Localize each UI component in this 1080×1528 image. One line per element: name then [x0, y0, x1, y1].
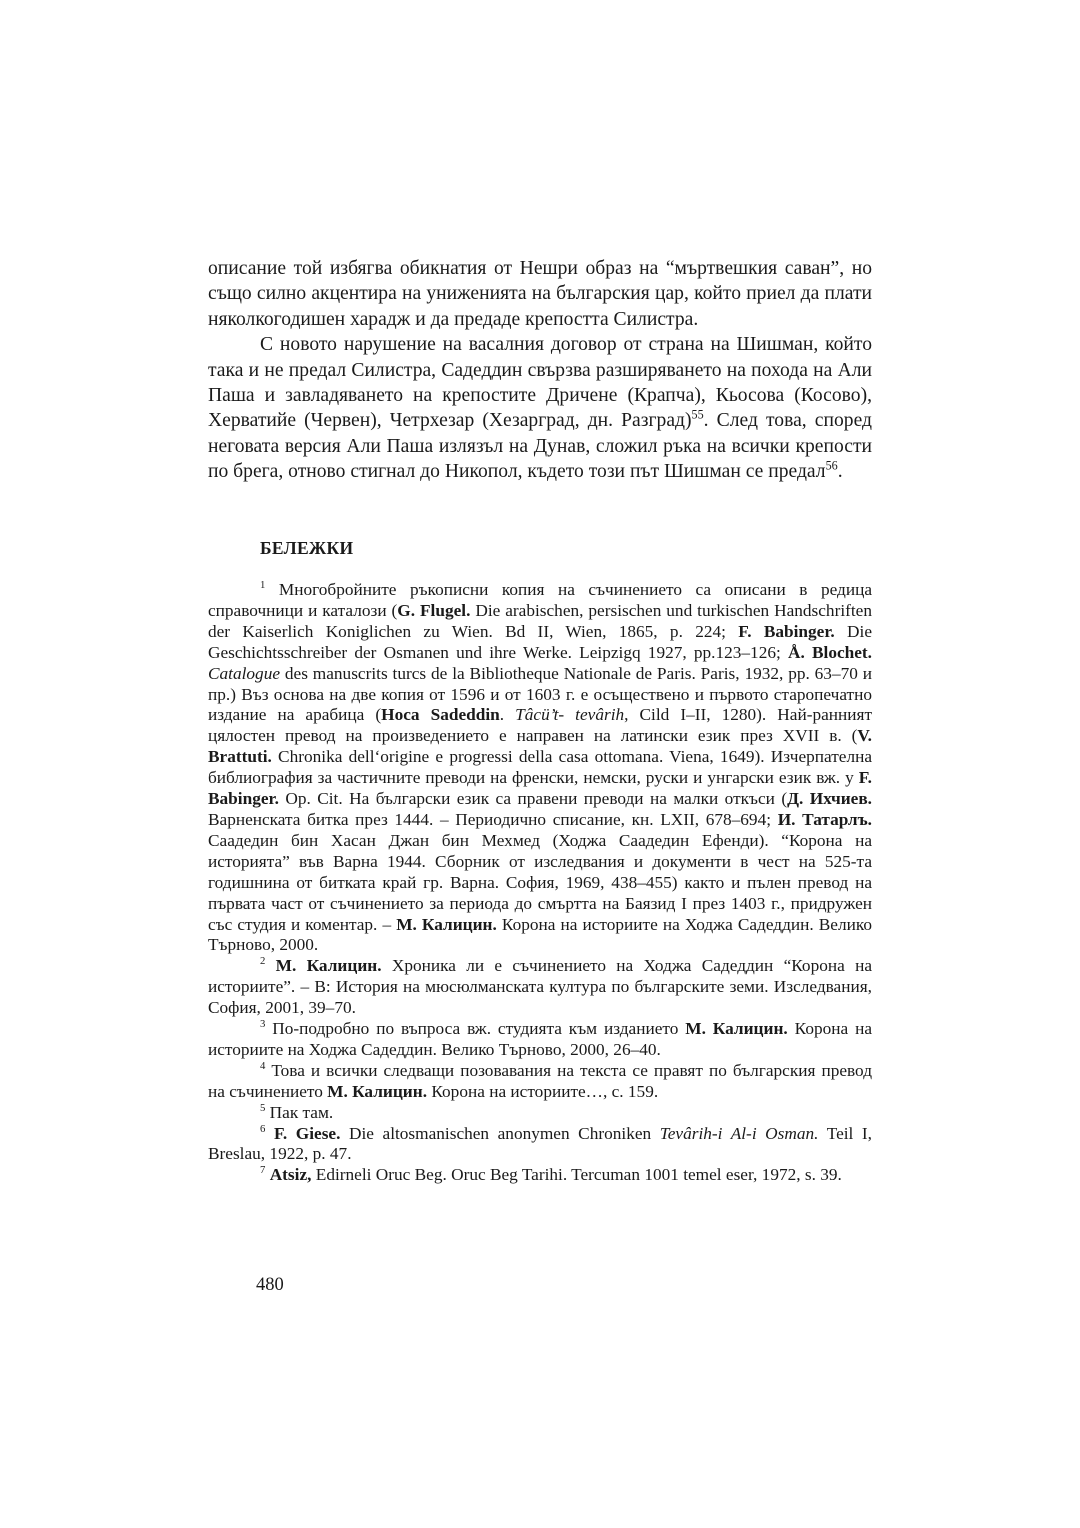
note-text: Варненската битка през 1444. – Периодично списание, кн. LXII, 678–694; — [208, 809, 778, 829]
note-text: По-подробно по въпроса вж. студията към изданието — [265, 1019, 686, 1039]
author-name: Atsiz, — [269, 1165, 312, 1185]
note-text: Саадедин бин Хасан Джан бин Мехмед (Ходжа Саадедин Ефенди). “Корона на историята” във Варна 1944. Сборник от изследвания и документи в чест на 525-та годишнина от битката край гр. Варна. София, 1969, 438–455) както и пълен превод на първата част от съчинението за периода до смъртта на Баязид I през 1403 г., придружен със студия и коментар. – — [208, 830, 872, 934]
note-text: Die arabischen, persischen und turkischen Handschriften der Kaiserlich Koniglichen zu Wien. Bd II, Wien, 1865, p. 224; — [208, 600, 872, 641]
author-name: V. Brattuti. — [208, 726, 872, 767]
paragraph-2-text: С новото нарушение на васалния договор от страна на Шишман, който така и не предал Силистра, Садеддин свързва разширяването на похода на Али Паша и завладяването на крепостите Дричене (Крапча), Кьосова (Косово), Херватийе (Червен), Четрхезар (Хезарград, дн. Разград) — [208, 334, 872, 432]
title-italic: Tâcü’t- tevârih — [515, 705, 625, 725]
note-text: Корона на историите на Ходжа Садеддин. Велико Търново, 2000, 26–40. — [208, 1019, 872, 1059]
author-name: F. Babinger. — [208, 768, 872, 809]
note-text: des manuscrits turcs de la Bibliotheque Nationale de Paris. Paris, 1932, pp. 63–70 и пр.) Въз основа на две копия от 1596 и от 1603 г. е осъществено и първото старопечатно издание на арабица ( — [208, 663, 872, 725]
author-name: F. Giese. — [273, 1123, 341, 1143]
note-text: Хроника ли е съчинението на Ходжа Садеддин “Корона на историите”. – В: История на мюсюлманската култура по българските земи. Изследвания, София, 2001, 39–70. — [208, 956, 873, 1018]
footnote-6 — [208, 1124, 872, 1166]
footnote-number: 7 — [260, 1164, 266, 1177]
footnote-number: 6 — [260, 1122, 266, 1135]
title-italic: Tevârih-i Al-i Osman. — [659, 1123, 819, 1143]
author-name: Д. Ихчиев. — [787, 789, 872, 809]
note-text: , Cild I–II, 1280). Най-ранният цялостен превод на произведението е направен на латински език през XVII в. ( — [208, 705, 873, 746]
footnote-ref-55[interactable]: 55 — [691, 407, 704, 422]
footnotes — [208, 580, 872, 1186]
paragraph-2 — [208, 332, 872, 484]
author-name: М. Калицин. — [685, 1019, 788, 1039]
note-text: Op. Cit. На български език са правени преводи на малки откъси ( — [278, 789, 788, 809]
note-text: Die Geschichtsschreiber der Osmanen und ihre Werke. Leipzigq 1927, pp.123–126; — [208, 621, 872, 662]
note-text: Корона на историите на Ходжа Садеддин. Велико Търново, 2000. — [208, 914, 872, 955]
footnote-number: 2 — [260, 955, 266, 968]
author-name: И. Татарлъ. — [777, 809, 873, 829]
author-name: М. Калицин. — [396, 914, 497, 934]
author-name: F. Babinger. — [738, 621, 835, 641]
note-text: Това и всички следващи позовавания на текста се правят по българския превод на съчинението — [208, 1060, 872, 1101]
footnote-number: 5 — [260, 1101, 266, 1114]
footnote-3 — [208, 1019, 872, 1061]
paragraph-2-text-b: . След това, според неговата версия Али Паша излязъл на Дунав, сложил ръка на всички крепости по брега, отново стигнал до Никопол, където този път Шишман се предал — [208, 410, 872, 483]
note-text: Edirneli Oruc Beg. Oruc Beg Tarihi. Tercuman 1001 temel eser, 1972, s. 39. — [311, 1165, 842, 1185]
footnote-number: 3 — [260, 1018, 266, 1031]
note-text: Die altosmanischen anonymen Chroniken — [340, 1123, 660, 1143]
footnote-5 — [208, 1103, 872, 1124]
footnote-1: $^1$ Многобройните ръкописни копия на съчинението са описани в редица справочници и каталози (G. Flugel. Die arabischen, persischen und turkischen Handschriften der Kaiserlich Koniglichen zu Wien. Bd II, Wien, 1865, p. 224; F. Babinger. Die Geschichtsschreiber der Osmanen und ihre Werke. Leipzigq 1927, pp.123–126; Å. Blochet. Catalogue des manuscrits turcs de la Bibliotheque Nationale de Paris. Paris, 1932, pp. 63–70 и пр.) Въз основа на две копия от 1596 и от 1603 г. е осъществено и първото старопечатно издание на арабица (Hoca Sadeddin. Tâcü’t- tevârih, Cild I–II, 1280). Най-ранният цялостен превод на произведението е направен на латински език през XVII в. (V. Brattuti. Chronika dell‘origine e progressi della casa ottomana. Viena, 1649). Изчерпателна библиография за частичните преводи на френски, немски, руски и унгарски език вж. у F. Babinger. Op. Cit. На български език са правени преводи на малки откъси (Д. Ихчиев. Варненската битка през 1444. – Периодично списание, кн. LXII, 678–694; И. Татарлъ. Саадедин бин Хасан Джан бин Мехмед (Ходжа Саадедин Ефенди). “Корона на историята” във Варна 1944. Сборник от изследвания и документи в чест на 525-та годишнина от битката край гр. Варна. София, 1969, 438–455) както и пълен превод на първата част от съчинението за периода до смъртта на Баязид I през 1403 г., придружен със студия и коментар. – М. Калицин. Корона на историите на Ходжа Садеддин. Велико Търново, 2000. — [208, 579, 873, 955]
footnote-number: 1 — [260, 579, 266, 592]
footnote-number: 4 — [260, 1060, 266, 1073]
note-text: Многобройните ръкописни копия на съчинението са описани в редица справочници и каталози ( — [208, 580, 872, 620]
note-text: Chronika dell‘origine e progressi della casa ottomana. Viena, 1649). Изчерпателна библиография за частичните преводи на френски, немски, руски и унгарски език вж. у — [208, 747, 872, 788]
notes-heading: БЕЛЕЖКИ — [260, 538, 354, 558]
footnote-4 — [208, 1061, 872, 1103]
footnote-2 — [208, 956, 872, 1019]
note-text: Teil I, Breslau, 1922, p. 47. — [208, 1123, 873, 1164]
author-name: М. Калицин. — [327, 1081, 428, 1101]
author-name: Å. Blochet. — [787, 642, 872, 662]
note-text: Корона на историите…, с. 159. — [427, 1081, 659, 1101]
author-name: G. Flugel. — [397, 600, 471, 620]
footnote-7 — [208, 1165, 872, 1186]
paragraph-2-end: . — [837, 461, 843, 483]
body-text — [208, 256, 872, 485]
author-name: М. Калицин. — [275, 956, 382, 976]
paragraph-1-text: описание той избягва обикнатия от Нешри образ на “мъртвешкия саван”, но също силно акцентира на униженията на българския цар, който приел да плати няколкогодишен харадж и да предаде крепостта Силистра. — [208, 258, 872, 330]
title-italic: Catalogue — [208, 663, 281, 683]
footnote-ref-56[interactable]: 56 — [825, 458, 838, 473]
page-number: 480 — [256, 1275, 284, 1295]
note-text: Пак там. — [265, 1102, 334, 1122]
paragraph-1 — [208, 256, 872, 332]
author-name: Hoca Sadeddin — [381, 705, 500, 725]
